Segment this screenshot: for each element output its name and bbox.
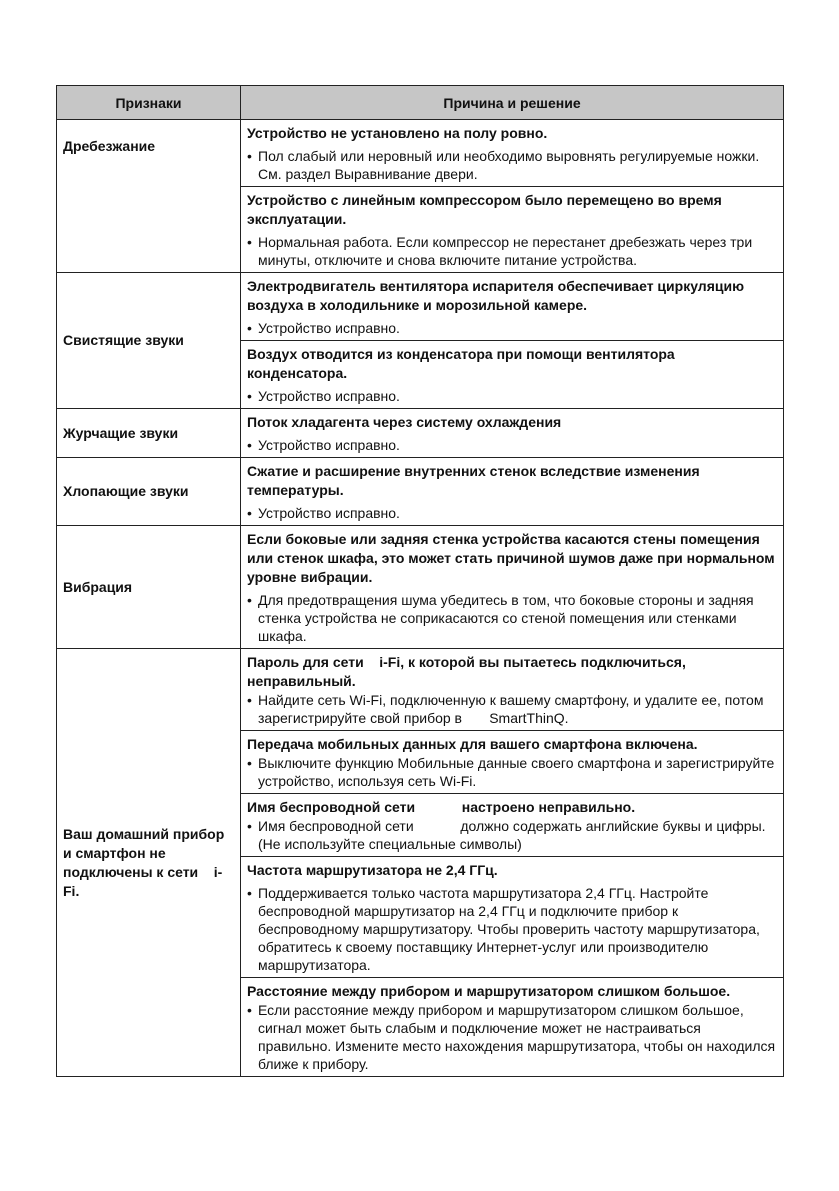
solution-bullet: • Устройство исправно.	[247, 319, 777, 337]
cause-cell	[241, 857, 784, 978]
table-row	[57, 458, 784, 526]
cause-cell	[241, 187, 784, 273]
cause-cell	[241, 794, 784, 857]
table-row	[57, 526, 784, 649]
cause-title: Имя беспроводной сети настроено неправильно.	[247, 799, 636, 815]
solution-bullet: • Устройство исправно.	[247, 387, 777, 405]
solution-bullet: • Устройство исправно.	[247, 436, 777, 454]
header-cause-solution: Причина и решение	[241, 86, 784, 120]
symptom-cell: Хлопающие звуки	[57, 458, 241, 526]
solution-bullet: • Устройство исправно.	[247, 504, 777, 522]
table-row	[57, 409, 784, 458]
solution-bullet: • Выключите функцию Мобильные данные своего смартфона и зарегистрируйте устройство, используя сеть Wi-Fi.	[247, 754, 777, 790]
solution-bullet: • Если расстояние между прибором и маршрутизатором слишком большое, сигнал может быть слабым и подключение может не настраиваться правильно. Измените место нахождения маршрутизатора, чтобы он находился ближе к прибору.	[247, 1001, 777, 1073]
header-symptoms: Признаки	[57, 86, 241, 120]
cause-title: Если боковые или задняя стенка устройства касаются стены помещения или стенок шкафа, это может стать причиной шумов даже при нормальном уровне вибрации.	[247, 531, 775, 585]
table-row	[57, 273, 784, 341]
cause-title: Сжатие и расширение внутренних стенок вследствие изменения температуры.	[247, 463, 700, 498]
cause-cell	[241, 978, 784, 1077]
solution-bullet: • Для предотвращения шума убедитесь в том, что боковые стороны и задняя стенка устройства не соприкасаются со стеной помещения или стенками шкафа.	[247, 591, 777, 645]
cause-title: Частота маршрутизатора не 2,4 ГГц.	[247, 862, 498, 878]
cause-title: Передача мобильных данных для вашего смартфона включена.	[247, 736, 698, 752]
symptom-cell: Вибрация	[57, 526, 241, 649]
cause-cell	[241, 341, 784, 409]
troubleshooting-page	[56, 85, 783, 1077]
cause-title: Устройство не установлено на полу ровно.	[247, 125, 548, 141]
solution-bullet: • Нормальная работа. Если компрессор не перестанет дребезжать через три минуты, отключите и снова включите питание устройства.	[247, 233, 777, 269]
cause-cell	[241, 526, 784, 649]
cause-title: Устройство с линейным компрессором было перемещено во время эксплуатации.	[247, 192, 722, 227]
troubleshooting-table	[56, 85, 784, 1077]
solution-bullet: • Пол слабый или неровный или необходимо выровнять регулируемые ножки. См. раздел Выравнивание двери.	[247, 147, 777, 183]
symptom-cell: Ваш домашний прибор и смартфон не подключены к сети i-Fi.	[57, 649, 241, 1077]
cause-title: Электродвигатель вентилятора испарителя обеспечивает циркуляцию воздуха в холодильнике и морозильной камере.	[247, 278, 745, 313]
symptom-cell: Дребезжание	[57, 120, 241, 273]
table-header-row	[57, 86, 784, 120]
symptom-cell: Свистящие звуки	[57, 273, 241, 409]
cause-cell	[241, 120, 784, 187]
cause-title: Пароль для сети i-Fi, к которой вы пытаетесь подключиться, неправильный.	[247, 654, 690, 689]
cause-cell	[241, 731, 784, 794]
cause-cell	[241, 458, 784, 526]
cause-title: Расстояние между прибором и маршрутизатором слишком большое.	[247, 983, 731, 999]
cause-cell	[241, 409, 784, 458]
solution-bullet: • Поддерживается только частота маршрутизатора 2,4 ГГц. Настройте беспроводной маршрутизатор на 2,4 ГГц и подключите прибор к беспроводному маршрутизатору. Чтобы проверить частоту маршрутизатора, обратитесь к своему поставщику Интернет-услуг или производителю маршрутизатора.	[247, 884, 777, 974]
solution-bullet: • Найдите сеть Wi-Fi, подключенную к вашему смартфону, и удалите ее, потом зарегистрируйте свой прибор в SmartThinQ.	[247, 691, 777, 727]
table-row	[57, 120, 784, 187]
cause-title: Поток хладагента через систему охлаждения	[247, 414, 562, 430]
symptom-cell: Журчащие звуки	[57, 409, 241, 458]
table-row	[57, 649, 784, 731]
cause-cell	[241, 273, 784, 341]
solution-bullet: • Имя беспроводной сети должно содержать английские буквы и цифры. (Не используйте специальные символы)	[247, 817, 777, 853]
cause-cell	[241, 649, 784, 731]
cause-title: Воздух отводится из конденсатора при помощи вентилятора конденсатора.	[247, 346, 675, 381]
